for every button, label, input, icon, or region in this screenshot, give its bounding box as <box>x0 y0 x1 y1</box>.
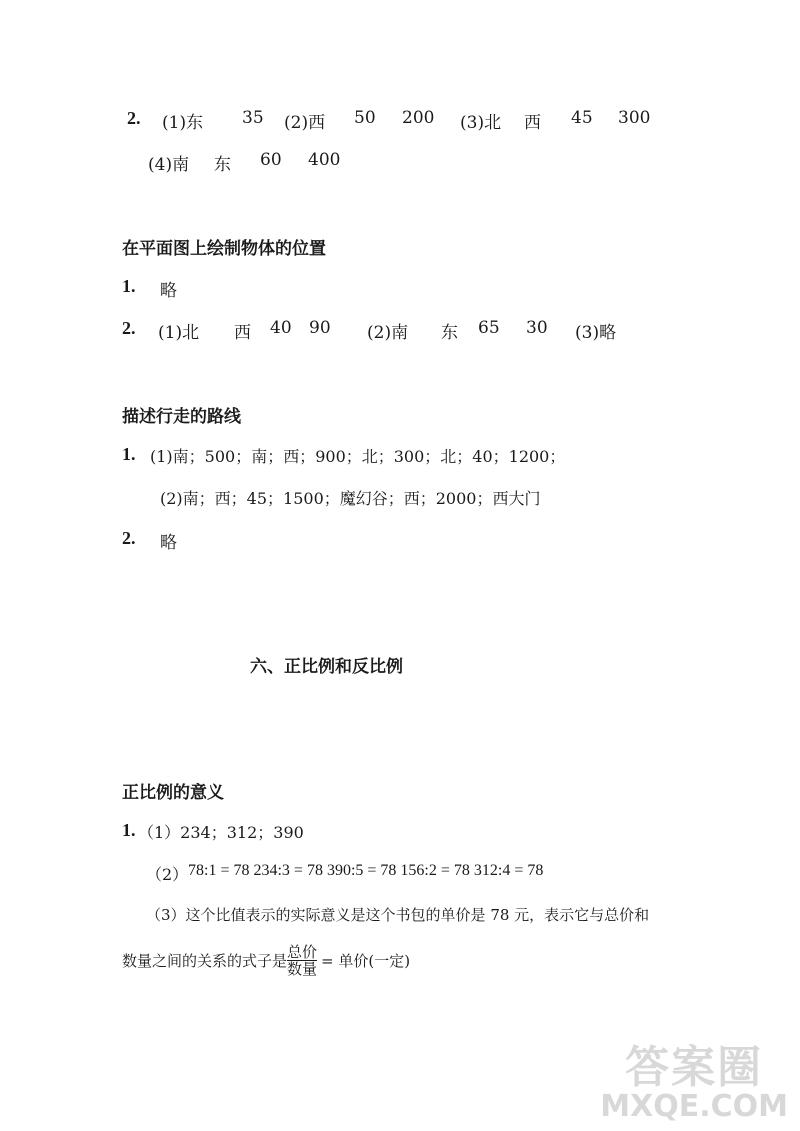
question-number: 2. <box>127 108 141 128</box>
question-number: 2. <box>122 318 136 338</box>
answer-line: (2)南；西；45；1500；魔幻谷；西；2000；西大门 <box>160 489 541 508</box>
section-title: 描述行走的路线 <box>122 407 241 427</box>
question-number: 1. <box>122 444 136 464</box>
answer-item: (2)南 <box>367 323 409 343</box>
question-number: 1. <box>122 276 136 296</box>
answer-item: 30 <box>526 318 548 338</box>
answer-line: （3）这个比值表示的实际意义是这个书包的单价是 78 元，表示它与总价和 <box>146 906 650 924</box>
answer-item: 西 <box>234 323 251 343</box>
answer-item: (4)南 <box>148 155 190 175</box>
answer-item: (1)东 <box>162 113 204 133</box>
section-title: 在平面图上绘制物体的位置 <box>122 239 326 259</box>
answer-item: (2)西 <box>284 113 326 133</box>
fraction-numerator: 总价 <box>287 943 318 961</box>
answer-item: 90 <box>309 318 331 338</box>
fraction <box>287 944 317 977</box>
chapter-title: 六、正比例和反比例 <box>250 657 403 677</box>
answer-item: 西 <box>524 113 541 133</box>
answer-line: （1）234；312；390 <box>138 823 304 842</box>
answer-item: 40 <box>270 318 292 338</box>
relation-formula <box>122 944 410 977</box>
question-number: 1. <box>122 820 136 840</box>
answer-text: 略 <box>160 281 177 301</box>
watermark-logo-text: 答案圈 <box>625 1042 764 1093</box>
section-title: 正比例的意义 <box>122 783 224 803</box>
answer-item: 400 <box>308 150 341 170</box>
answer-label: （2） <box>146 865 189 884</box>
answer-item: 300 <box>618 108 651 128</box>
answer-item: 200 <box>402 108 435 128</box>
answer-item: (3)北 <box>460 113 502 133</box>
ratio-formula: 78:1 = 78 234:3 = 78 390:5 = 78 156:2 = 78 312:4 = 78 <box>188 862 544 879</box>
answer-item: 65 <box>478 318 500 338</box>
question-number: 2. <box>122 528 136 548</box>
watermark-url: MXQE.COM <box>600 1089 788 1124</box>
formula-suffix: = 单价(一定) <box>321 952 411 970</box>
answer-item: (3)略 <box>575 323 617 343</box>
answer-item: 50 <box>354 108 376 128</box>
fraction-denominator: 数量 <box>287 960 318 978</box>
answer-line: (1)南；500；南；西；900；北；300；北；40；1200； <box>150 447 566 466</box>
answer-item: 东 <box>214 155 231 175</box>
answer-item: 45 <box>571 108 593 128</box>
answer-item: 60 <box>260 150 282 170</box>
formula-prefix: 数量之间的关系的式子是 <box>122 952 288 970</box>
watermark <box>600 1042 788 1124</box>
answer-text: 略 <box>160 533 177 553</box>
answer-item: (1)北 <box>158 323 200 343</box>
answer-item: 35 <box>242 108 264 128</box>
answer-item: 东 <box>441 323 458 343</box>
